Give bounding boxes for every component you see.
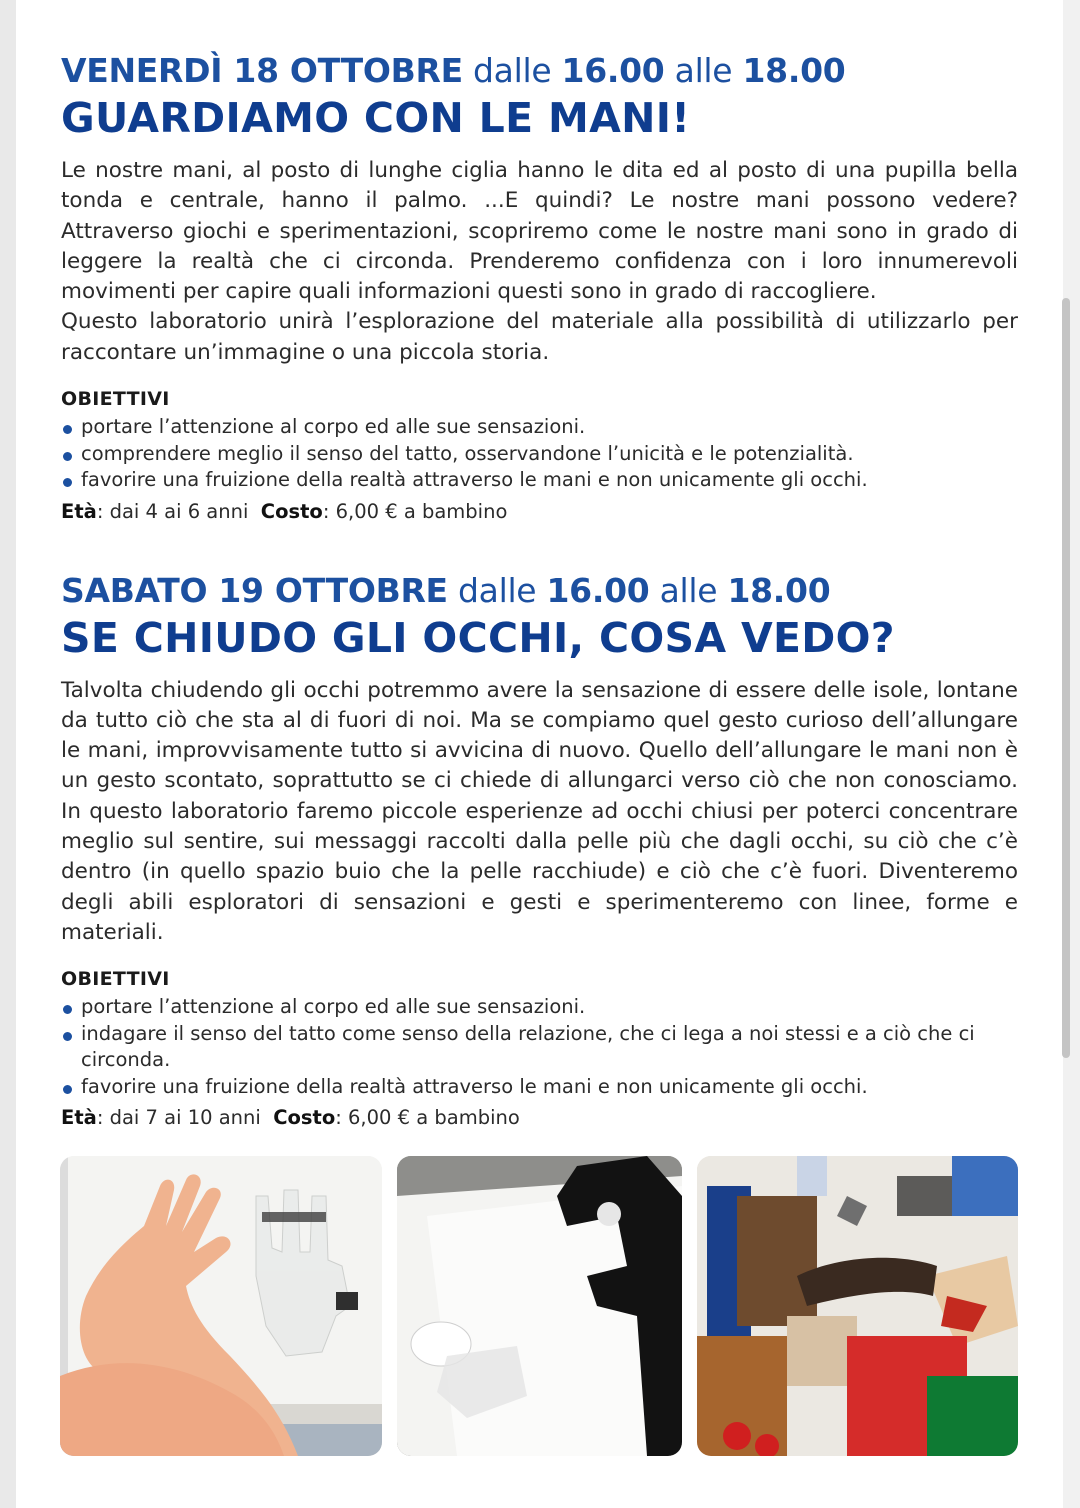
photo-collage bbox=[697, 1156, 1018, 1456]
event-title: GUARDIAMO CON LE MANI! bbox=[61, 94, 691, 142]
event-description: Le nostre mani, al posto di lunghe ciglia hanno le dita ed al posto di una pupilla bella tonda e centrale, hanno il palmo. ...E quindi? Le nostre mani possono vedere? Attraverso giochi e sperimentazioni, scopriremo come le nostre mani sono in grado di leggere la realtà che ci circonda. Prenderemo confidenza con i loro innumerevoli movimenti per capire quali informazioni questi sono in grado di raccogliere. bbox=[61, 158, 1018, 305]
age-label: Età bbox=[61, 499, 97, 523]
spacer bbox=[61, 526, 1018, 570]
age-label: Età bbox=[61, 1106, 97, 1130]
to-word: alle bbox=[659, 570, 718, 610]
list-item bbox=[61, 994, 1018, 1021]
photo-hands bbox=[60, 1156, 382, 1456]
bullet-icon bbox=[63, 478, 72, 487]
bullet-icon bbox=[63, 1085, 72, 1094]
objective-text: portare l’attenzione al corpo ed alle sue sensazioni. bbox=[81, 995, 586, 1019]
from-word: dalle bbox=[458, 570, 537, 610]
event-sabato bbox=[61, 570, 1018, 1133]
hands-illustration bbox=[60, 1156, 382, 1456]
shapes-illustration bbox=[397, 1156, 682, 1456]
to-word: alle bbox=[674, 51, 733, 90]
objective-text: favorire una fruizione della realtà attraverso le mani e non unicamente gli occhi. bbox=[81, 468, 868, 492]
start-time: 16.00 bbox=[561, 51, 665, 90]
end-time: 18.00 bbox=[742, 51, 846, 90]
content bbox=[61, 50, 1018, 1132]
list-item bbox=[61, 414, 1018, 441]
objective-text: portare l’attenzione al corpo ed alle sue sensazioni. bbox=[81, 415, 586, 439]
event-meta bbox=[61, 498, 1018, 526]
list-item bbox=[61, 1074, 1018, 1101]
bullet-icon bbox=[63, 1005, 72, 1014]
objectives-heading: OBIETTIVI bbox=[61, 968, 170, 991]
event-description-2: Questo laboratorio unirà l’esplorazione del materiale alla possibilità di utilizzarlo per raccontare un’immagine o una piccola storia. bbox=[61, 309, 1018, 365]
event-description: Talvolta chiudendo gli occhi potremmo avere la sensazione di essere delle isole, lontane da tutto ciò che sta al di fuori di noi. Ma se compiamo quel gesto curioso dell’allungare le mani, improvvisamente tutto si avvicina di nuovo. Quello dell’allungare le mani non è un gesto scontato, soprattutto se ci chiede di allungarci verso ciò che non conosciamo. In questo laboratorio faremo piccole esperienze ad occhi chiusi per poterci concentrare meglio sul sentire, sui messaggi raccolti dalla pelle più che dagli occhi, su ciò che c’è dentro (in quello spazio buio che la pelle racchiude) e ciò che c’è fuori. Diventeremo degli abili esploratori di sensazioni e gesti e sperimenteremo con linee, forme e materiali. bbox=[61, 677, 1018, 945]
objective-text: indagare il senso del tatto come senso della relazione, che ci lega a noi stessi e a ciò che ci circonda. bbox=[81, 1021, 975, 1072]
age-value: : dai 4 ai 6 anni bbox=[96, 499, 249, 523]
photo-shapes bbox=[397, 1156, 682, 1456]
event-date: VENERDÌ 18 OTTOBRE bbox=[61, 51, 463, 90]
objective-text: comprendere meglio il senso del tatto, osservandone l’unicità e le potenzialità. bbox=[81, 441, 854, 465]
cost-label: Costo bbox=[273, 1106, 336, 1130]
end-time: 18.00 bbox=[727, 570, 831, 610]
event-venerdi bbox=[61, 50, 1018, 526]
event-title: SE CHIUDO GLI OCCHI, COSA VEDO? bbox=[61, 613, 895, 662]
collage-illustration bbox=[697, 1156, 1018, 1456]
bullet-icon bbox=[63, 1032, 72, 1041]
event-datetime bbox=[61, 570, 1018, 612]
objective-text: favorire una fruizione della realtà attraverso le mani e non unicamente gli occhi. bbox=[81, 1074, 868, 1098]
bullet-icon bbox=[63, 452, 72, 461]
start-time: 16.00 bbox=[546, 570, 650, 610]
objectives-list bbox=[61, 414, 1018, 494]
event-meta bbox=[61, 1104, 1018, 1132]
objectives-heading: OBIETTIVI bbox=[61, 388, 170, 411]
event-date: SABATO 19 OTTOBRE bbox=[61, 570, 448, 610]
age-value: : dai 7 ai 10 anni bbox=[96, 1106, 261, 1130]
objectives-list bbox=[61, 994, 1018, 1100]
list-item bbox=[61, 1021, 1018, 1074]
list-item bbox=[61, 441, 1018, 468]
scrollbar-thumb[interactable] bbox=[1062, 298, 1070, 1058]
cost-value: : 6,00 € a bambino bbox=[335, 1106, 520, 1130]
list-item bbox=[61, 467, 1018, 494]
event-datetime bbox=[61, 50, 1018, 92]
bullet-icon bbox=[63, 425, 72, 434]
from-word: dalle bbox=[473, 51, 552, 90]
cost-value: : 6,00 € a bambino bbox=[322, 499, 508, 523]
cost-label: Costo bbox=[260, 499, 323, 523]
